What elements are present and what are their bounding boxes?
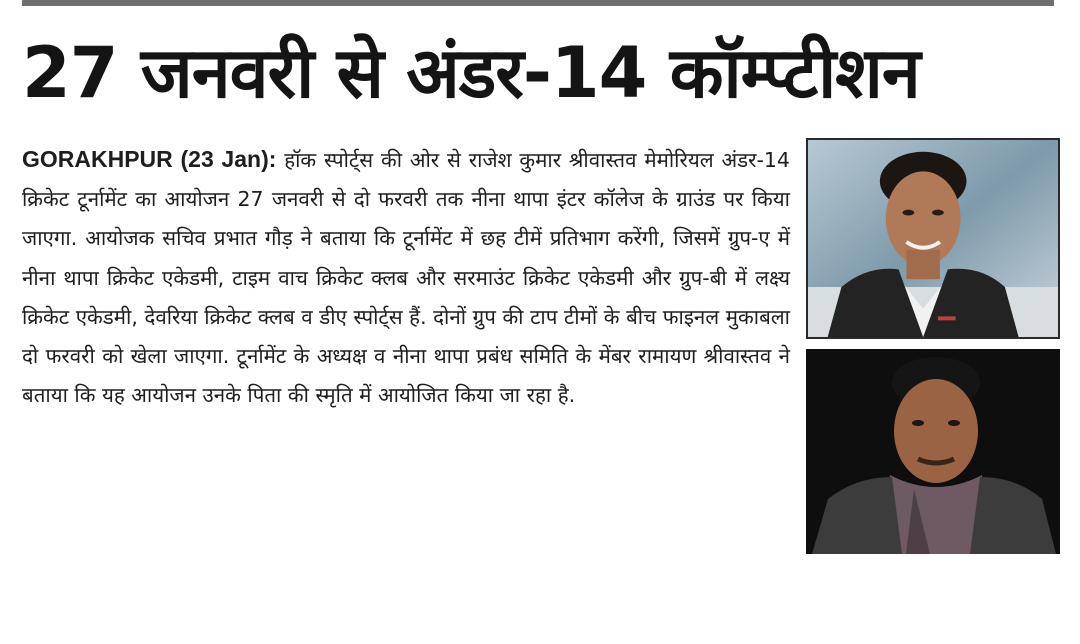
portrait-photo-organizer-image [808,140,1058,337]
headline: 27 जनवरी से अंडर-14 कॉम्प्टीशन [22,32,920,114]
article-body [22,140,790,415]
top-rule [22,0,1054,6]
portrait-photo-organizer [806,138,1060,339]
dateline: GORAKHPUR (23 Jan): [22,146,277,172]
portrait-photo-president-image [806,349,1060,554]
portrait-photo-president [806,349,1060,554]
article-text: हॉक स्पोर्ट्स की ओर से राजेश कुमार श्रीवास्तव मेमोरियल अंडर-14 क्रिकेट टूर्नामेंट का आयोजन 27 जनवरी से दो फरवरी तक नीना थापा इंटर कॉलेज के ग्राउंड पर किया जाएगा. आयोजक सचिव प्रभात गौड़ ने बताया कि टूर्नामेंट में छह टीमें प्रतिभाग करेंगी, जिसमें ग्रुप-ए में नीना थापा क्रिकेट एकेडमी, टाइम वाच क्रिकेट क्लब और सरमाउंट क्रिकेट एकेडमी और ग्रुप-बी में लक्ष्य क्रिकेट एकेडमी, देवरिया क्रिकेट क्लब व डीए स्पोर्ट्स हैं. दोनों ग्रुप की टाप टीमों के बीच फाइनल मुकाबला दो फरवरी को खेला जाएगा. टूर्नामेंट के अध्यक्ष व नीना थापा प्रबंध समिति के मेंबर रामायण श्रीवास्तव ने बताया कि यह आयोजन उनके पिता की स्मृति में आयोजित किया जा रहा है. [22,148,790,408]
